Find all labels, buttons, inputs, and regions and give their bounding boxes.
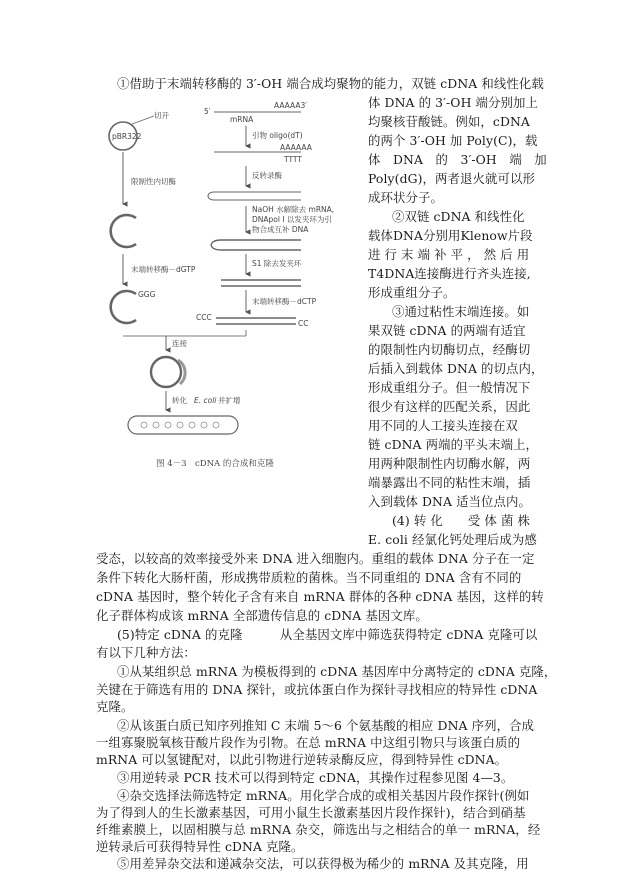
text-line: Poly(dG)，两者退火就可以形	[368, 171, 535, 186]
primer-label: 引物 oligo(dT)	[252, 131, 303, 140]
recombinant-plasmid	[151, 357, 181, 387]
text-line: 逆转录后可获得特异性 cDNA 克隆。	[96, 839, 304, 855]
tttt-label: TTTT	[284, 155, 302, 164]
text-line: 的两个 3′-OH 加 Poly(C)，载	[368, 133, 538, 148]
naoh-line1: NaOH 水解除去 mRNA,	[252, 205, 335, 214]
text-line: 均聚核苷酸链。例如，cDNA	[368, 114, 530, 129]
text-line: 端暴露出不同的粘性末端，插	[368, 475, 531, 490]
text-line: ④杂交选择法筛选特定 mRNA。用化学合成的或相关基因片段作探针(例如	[117, 787, 530, 803]
text-line: 受态，以较高的效率接受外来 DNA 进入细胞内。重组的载体 DNA 分子在一定	[96, 551, 535, 566]
polya2-label: AAAAAA	[280, 143, 312, 152]
text-line: T4DNA连接酶进行齐头连接,	[368, 266, 531, 281]
text-line: ③通过粘性末端连接。如	[392, 304, 530, 319]
figure-cdna-cloning	[96, 94, 358, 474]
text-line: 有以下几种方法：	[96, 645, 196, 661]
tdt-g-label: 末端转移酶－dGTP	[131, 265, 196, 274]
ggg-label: GGG	[138, 290, 156, 299]
restriction-label: 限制性内切酶	[131, 177, 176, 186]
ecoli-label: E. coli	[194, 396, 217, 405]
text-line: 化子群体构成该 mRNA 全部遗传信息的 cDNA 基因文库。	[96, 608, 428, 623]
text-line: 纤维素膜上，以固相膜与总 mRNA 杂交，筛选出与之相结合的单一 mRNA，经	[96, 821, 541, 837]
text-line: 的限制性内切酶切点，经酶切	[368, 342, 531, 357]
naoh-line2: DNApol I 以发夹环为引	[252, 215, 332, 224]
figure-caption: 图 4－3 cDNA 的合成和克隆	[156, 459, 274, 469]
text-line: ②从该蛋白质已知序列推知 C 末端 5～6 个氨基酸的相应 DNA 序列，合成	[117, 717, 535, 733]
transform-label: 转化	[172, 396, 187, 405]
text-line: ③用逆转录 PCR 技术可以得到特定 cDNA，其操作过程参见图 4—3。	[117, 770, 514, 786]
text-line: 入到载体 DNA 适当位点内。	[368, 494, 532, 509]
polya-label: AAAAA3′	[274, 101, 307, 110]
cc-label: CC	[298, 319, 309, 328]
ccc-label: CCC	[196, 313, 212, 322]
text-line: 进 行 末 端 补 平 ， 然 后 用	[368, 247, 530, 262]
text-line: 用不同的人工接头连接在双	[368, 418, 518, 433]
text-line: mRNA 可以氢键配对，以此引物进行逆转录酶反应，得到特异性 cDNA。	[96, 752, 508, 768]
five-prime-label: 5′	[204, 107, 211, 116]
cut-label: 切开	[154, 111, 169, 120]
text-line: 很少有这样的匹配关系，因此	[368, 399, 531, 414]
text-line: 形成重组分子。但一般情况下	[368, 380, 531, 395]
ligate-label: 连接	[172, 339, 187, 348]
cdna-synthesis-diagram	[96, 94, 358, 474]
text-line: 为了得到人的生长激素基因，可用小鼠生长激素基因片段作探针)，结合到硝基	[96, 804, 526, 820]
reverse-label: 反转录酶	[252, 171, 282, 180]
s1-label: S1 除去发夹环	[252, 259, 302, 268]
text-line: 果双链 cDNA 的两端有适宜	[368, 323, 526, 338]
text-line: ⑤用差异杂交法和递减杂交法，可以获得极为稀少的 mRNA 及其克隆，用	[117, 856, 529, 872]
text-line: 载体DNA分别用Klenow片段	[368, 228, 533, 243]
text-line: 体 DNA 的 3′-OH 端分别加上	[368, 95, 538, 110]
text-line: ①从某组织总 mRNA 为模板得到的 cDNA 基因库中分离特定的 cDNA 克隆，	[117, 664, 557, 680]
text-line: 形成重组分子。	[368, 285, 456, 300]
naoh-line3: 物合成互补 DNA	[252, 225, 309, 234]
text-line: (4) 转 化 受 体 菌 株	[392, 513, 530, 528]
text-line: E. coli 经氯化钙处理后成为感	[368, 532, 537, 547]
text-line: 克隆。	[96, 698, 134, 714]
text-line: ②双链 cDNA 和线性化	[392, 209, 525, 224]
text-line: 成环状分子。	[368, 190, 443, 205]
text-line: (5)特定 cDNA 的克隆 从全基因文库中筛选获得特定 cDNA 克隆可以	[117, 627, 538, 642]
text-line: 后插入到载体 DNA 的切点内，	[368, 361, 544, 376]
text-line: ①借助于末端转移酶的 3′-OH 端合成均聚物的能力，双链 cDNA 和线性化载	[117, 76, 544, 91]
text-line: 体 DNA 的 3′-OH 端 加	[368, 152, 547, 167]
text-line: 链 cDNA 两端的平头末端上，	[368, 437, 539, 452]
tailed-vector	[111, 291, 136, 323]
text-line: 一组寡聚脱氧核苷酸片段作为引物。在总 mRNA 中这组引物只与该蛋白质的	[96, 735, 521, 751]
pbr-label: pBR322	[112, 132, 142, 141]
text-line: 用两种限制性内切酶水解，两	[368, 456, 531, 471]
linear-vector	[111, 215, 136, 247]
text-line: 关键在于筛选有用的 DNA 探针，或抗体蛋白作为探针寻找相应的特异性 cDNA	[96, 681, 538, 697]
amplify-label: 并扩增	[218, 396, 241, 405]
tdt-c-label: 末端转移酶－dCTP	[252, 297, 317, 306]
text-line: cDNA 基因时，整个转化子含有来自 mRNA 群体的各种 cDNA 基因，这样的转	[96, 589, 544, 604]
mrna-label: mRNA	[230, 115, 254, 124]
text-line: 条件下转化大肠杆菌，形成携带质粒的菌株。当不同重组的 DNA 含有不同的	[96, 570, 522, 585]
